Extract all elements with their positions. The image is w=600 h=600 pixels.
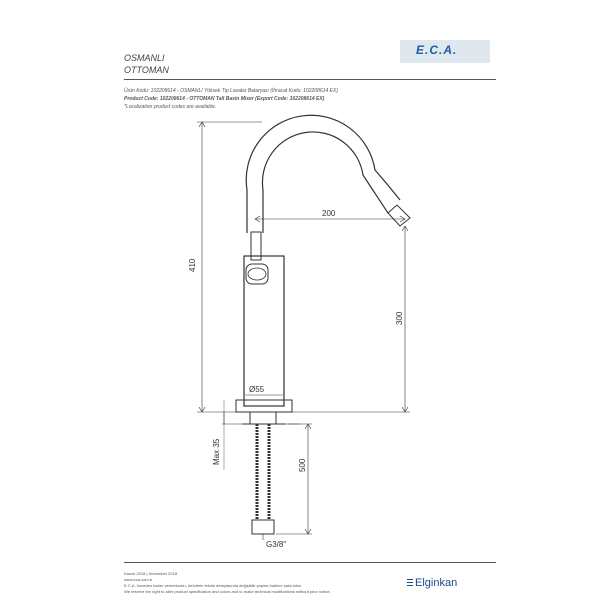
localization-note: *Localization product codes are available. — [124, 104, 217, 110]
product-title-en: OTTOMAN — [124, 65, 169, 75]
mixer-body — [244, 256, 284, 406]
handle-cap — [248, 268, 266, 280]
label-500: 500 — [298, 458, 307, 472]
product-code-en-label: Product Code: — [124, 96, 159, 102]
elginkan-icon — [407, 579, 413, 587]
label-diameter-55: Ø55 — [249, 385, 265, 394]
shank — [250, 412, 276, 424]
product-title-tr: OSMANLI — [124, 53, 165, 63]
label-300: 300 — [395, 311, 404, 325]
footer-divider — [124, 562, 496, 563]
footer-disclaimer-en: We reserve the right to alter product specification and colors and to make technical modifications without prior notice. — [124, 589, 331, 594]
elginkan-logo — [407, 577, 457, 589]
footer-disclaimer-tr: E.C.A. önceden haber vermeksizin, ürünlerin teknik detaylarında değişiklik yapma hakkını saklı tutar. — [124, 583, 302, 588]
product-code-en-text: 102208614 - OTTOMAN Tall Basin Mixer (Export Code: 102208614 EX) — [158, 96, 325, 102]
lever-handle — [246, 264, 268, 284]
eca-logo-text: E.C.A. — [416, 43, 458, 57]
hose-connector — [252, 520, 274, 534]
product-code-tr-text: : 102208614 - OSMANLI Yüksek Tip Lavabo Bataryası (İhracat Kodu: 102208614 EX) — [147, 88, 338, 94]
label-max-35: Max 35 — [212, 438, 221, 465]
label-200: 200 — [322, 209, 336, 218]
elginkan-name: Elginkan — [415, 577, 458, 589]
product-code-tr-label: Ürün Kodu — [124, 88, 148, 94]
footer-date: Kasım 2018 | November 2018 — [124, 571, 178, 576]
aerator — [388, 205, 410, 226]
label-410: 410 — [188, 258, 197, 272]
footer-website[interactable]: www.eca.com.tr — [124, 577, 153, 582]
label-g38: G3/8" — [266, 540, 287, 549]
